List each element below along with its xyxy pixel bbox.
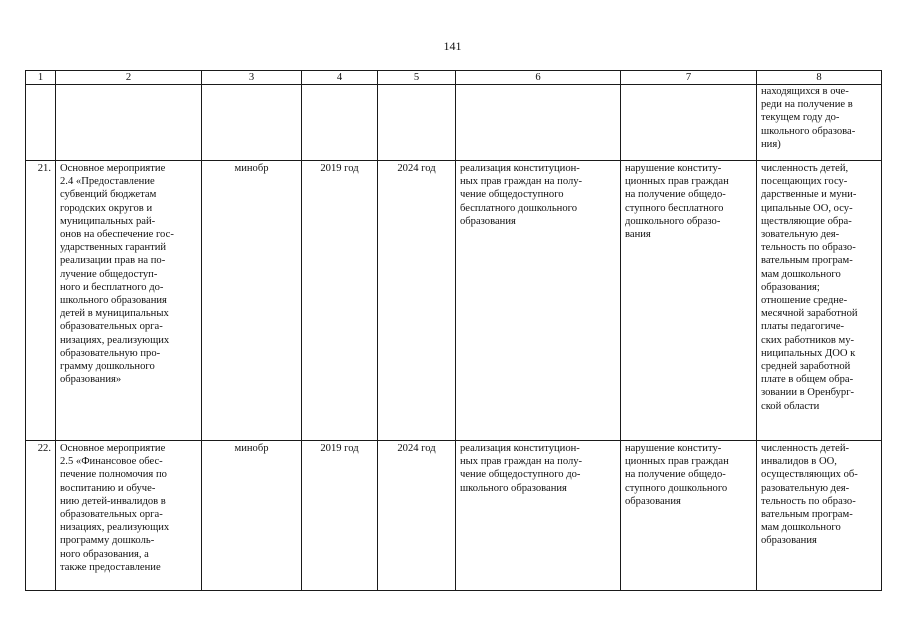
cell-text-line: инвалидов в ОО, <box>761 456 837 468</box>
cell-text-line: дарственные и муни- <box>761 189 857 201</box>
cell-text-line: мам дошкольного <box>761 522 841 534</box>
cell-text-line: муниципальных рай- <box>60 215 156 227</box>
cell-text-line: ской области <box>761 400 820 412</box>
header-cell: 3 <box>202 71 302 85</box>
indicators-cell <box>757 441 882 591</box>
cell-text-line: школьного образова- <box>761 125 856 137</box>
consequences-cell <box>621 161 757 441</box>
cell-text-line: ступного дошкольного <box>625 482 728 494</box>
table-cell <box>302 85 378 161</box>
cell-text-line: численность детей- <box>761 443 850 454</box>
cell-text-line: печение полномочия по <box>60 469 167 481</box>
cell-text-line: 2.5 «Финансовое обес- <box>60 456 163 468</box>
table-cell <box>56 85 202 161</box>
table-cell <box>26 85 56 161</box>
cell-text-line: реализации прав на по- <box>60 255 166 267</box>
cell-text-line: тельность по образо- <box>761 495 856 507</box>
cell-text-line: отношение средне- <box>761 295 848 307</box>
cell-text-line: онов на обеспечение гос- <box>60 229 174 241</box>
activity-name-cell <box>56 441 202 591</box>
cell-text-line: образовательных орга- <box>60 509 163 521</box>
cell-text-line: зовательную дея- <box>761 229 840 241</box>
cell-text-line: нарушение конститу- <box>625 163 722 174</box>
page-number: 141 <box>443 39 462 53</box>
cell-text-line: школьного образования <box>460 482 567 494</box>
cell-text-line: ных прав граждан на полу- <box>460 176 583 188</box>
cell-text-line: также предоставление <box>60 561 161 573</box>
cell-text-line: на получение общедо- <box>625 189 726 201</box>
cell-text-line: школьного образования <box>60 295 167 307</box>
table-row <box>26 161 882 441</box>
cell-text-line: лучение общедоступ- <box>60 268 158 280</box>
cell-text-line: чение общедоступного до- <box>460 469 581 481</box>
cell-text-line: находящихся в оче- <box>761 86 849 97</box>
cell-text-line: Основное мероприятие <box>60 163 166 174</box>
cell-text-line: ниципальных ДОО к <box>761 347 856 359</box>
cell-text-line: низациях, реализующих <box>60 522 170 534</box>
cell-text-line: дошкольного образо- <box>625 215 721 227</box>
table-row <box>26 441 882 591</box>
cell-text-line: зовании в Оренбург- <box>761 387 855 399</box>
cell-text-line: численность детей, <box>761 163 849 174</box>
cell-text-line: реализация конституцион- <box>460 443 580 454</box>
header-cell: 2 <box>56 71 202 85</box>
header-cell: 5 <box>378 71 456 85</box>
cell-text-line: нию детей-инвалидов в <box>60 495 166 507</box>
cell-text-line: реди на получение в <box>761 99 853 111</box>
cell-text-line: ципальные ОО, осу- <box>761 202 853 214</box>
cell-text-line: ступного бесплатного <box>625 202 724 214</box>
cell-text-line: средней заработной <box>761 361 851 373</box>
program-table <box>25 70 882 591</box>
cell-text-line: программу дошколь- <box>60 535 155 547</box>
cell-text-line: посещающих госу- <box>761 176 848 188</box>
activity-name-cell <box>56 161 202 441</box>
cell-text-line: вательным програм- <box>761 255 853 267</box>
cell-text-line: вательным програм- <box>761 509 853 521</box>
continuation-row <box>26 85 882 161</box>
cell-text-line: воспитанию и обуче- <box>60 482 156 494</box>
cell-text-line: образования; <box>761 281 820 293</box>
cell-text-line: вания <box>625 229 651 241</box>
cell-text-line: текущем году до- <box>761 112 840 124</box>
row-number: 21. <box>26 161 56 441</box>
table-cell <box>202 85 302 161</box>
table-cell <box>456 85 621 161</box>
cell-text-line: образования <box>761 535 817 547</box>
end-year-cell: 2024 год <box>378 161 456 441</box>
expected-result-cell <box>456 161 621 441</box>
cell-text-line: грамму дошкольного <box>60 361 155 373</box>
cell-text-line: городских округов и <box>60 202 153 214</box>
cell-text-line: плате в общем обра- <box>761 374 854 386</box>
cell-text-line: детей в муниципальных <box>60 308 169 320</box>
cell-text-line: на получение общедо- <box>625 469 726 481</box>
cell-text-line: 2.4 «Предоставление <box>60 176 155 188</box>
table-cell <box>378 85 456 161</box>
end-year-cell: 2024 год <box>378 441 456 591</box>
cell-text-line: чение общедоступного <box>460 189 564 201</box>
cell-text-line: низациях, реализующих <box>60 334 170 346</box>
table-cell <box>621 85 757 161</box>
consequences-cell <box>621 441 757 591</box>
cell-text-line: ния) <box>761 138 781 150</box>
cell-text-line: образования <box>460 215 516 227</box>
cell-text-line: субвенций бюджетам <box>60 189 157 201</box>
cell-text-line: реализация конституцион- <box>460 163 580 174</box>
cell-text-line: ционных прав граждан <box>625 176 729 188</box>
header-cell: 8 <box>757 71 882 85</box>
cell-text-line: бесплатного дошкольного <box>460 202 577 214</box>
cell-text-line: ных прав граждан на полу- <box>460 456 583 468</box>
cell-text-line: ществляющие обра- <box>761 215 852 227</box>
cell-text-line: ских работников му- <box>761 334 855 346</box>
header-row <box>26 71 882 85</box>
indicators-cell <box>757 161 882 441</box>
indicators-cell <box>757 85 882 161</box>
header-cell: 4 <box>302 71 378 85</box>
cell-text-line: месячной заработной <box>761 308 858 320</box>
cell-text-line: ударственных гарантий <box>60 242 167 254</box>
start-year-cell: 2019 год <box>302 441 378 591</box>
cell-text-line: образования» <box>60 374 122 386</box>
cell-text-line: разовательную дея- <box>761 482 850 494</box>
start-year-cell: 2019 год <box>302 161 378 441</box>
cell-text-line: мам дошкольного <box>761 268 841 280</box>
cell-text-line: ционных прав граждан <box>625 456 729 468</box>
expected-result-cell <box>456 441 621 591</box>
cell-text-line: ного и бесплатного до- <box>60 281 164 293</box>
executor-cell: минобр <box>202 161 302 441</box>
header-cell: 7 <box>621 71 757 85</box>
cell-text-line: платы педагогиче- <box>761 321 845 333</box>
header-cell: 6 <box>456 71 621 85</box>
cell-text-line: тельность по образо- <box>761 242 856 254</box>
executor-cell: минобр <box>202 441 302 591</box>
cell-text-line: осуществляющих об- <box>761 469 858 481</box>
cell-text-line: нарушение конститу- <box>625 443 722 454</box>
header-cell: 1 <box>26 71 56 85</box>
cell-text-line: ного образования, а <box>60 548 149 560</box>
cell-text-line: образовательную про- <box>60 347 161 359</box>
cell-text-line: образовательных орга- <box>60 321 163 333</box>
cell-text-line: Основное мероприятие <box>60 443 166 454</box>
row-number: 22. <box>26 441 56 591</box>
cell-text-line: образования <box>625 495 681 507</box>
